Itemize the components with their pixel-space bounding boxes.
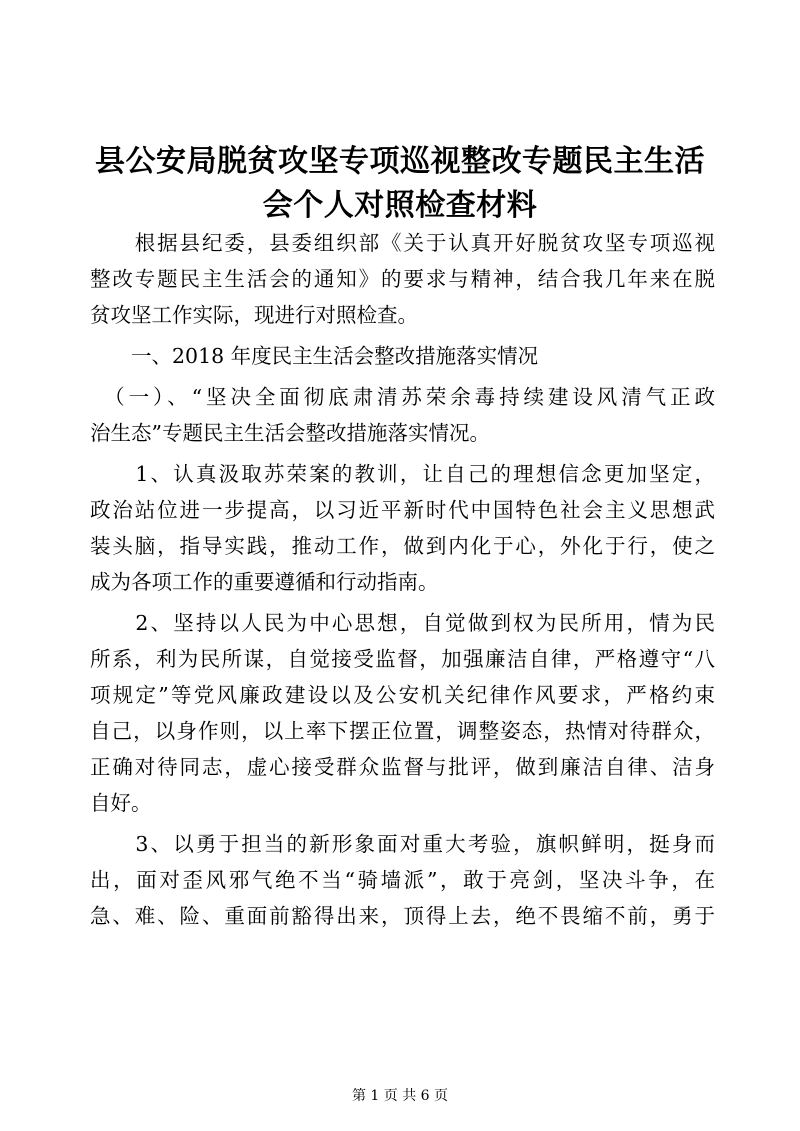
text-line: 3、以勇于担当的新形象面对重大考验，旗帜鲜明，挺身而: [90, 832, 715, 856]
text-line: 项规定”等党风廉政建设以及公安机关纪律作风要求，严格约束: [90, 683, 715, 707]
text-line: 正确对待同志，虚心接受群众监督与批评，做到廉洁自律、洁身: [90, 755, 715, 779]
title-line-2: 会个人对照检查材料: [262, 188, 538, 223]
text-line: 自己，以身作则，以上率下摆正位置，调整姿态，热情对待群众，: [90, 719, 715, 743]
text-line: （一）、“坚决全面彻底肃清苏荣余毒持续建设风清气正政: [90, 385, 715, 409]
paragraph-intro: [90, 225, 715, 333]
text-line: 1、认真汲取苏荣案的教训，让自己的理想信念更加坚定，: [90, 462, 715, 486]
text-line: 整改专题民主生活会的通知》的要求与精神，结合我几年来在脱: [90, 267, 715, 291]
title-line-1: 县公安局脱贫攻坚专项巡视整改专题民主生活: [95, 144, 705, 179]
text-line: 治生态”专题民主生活会整改措施落实情况。: [90, 421, 490, 445]
text-line: 贫攻坚工作实际，现进行对照检查。: [90, 303, 418, 327]
text-line: 政治站位进一步提高，以习近平新时代中国特色社会主义思想武: [90, 498, 715, 522]
document-body: [90, 225, 715, 939]
subsection-heading-1: [90, 379, 715, 451]
text-line: 急、难、险、重面前豁得出来，顶得上去，绝不畏缩不前，勇于: [90, 904, 715, 928]
text-line: 出，面对歪风邪气绝不当“骑墙派”，敢于亮剑，坚决斗争，在: [90, 868, 715, 892]
paragraph-item-3: [90, 826, 715, 934]
document-title: [90, 140, 710, 228]
text-line: 根据县纪委，县委组织部《关于认真开好脱贫攻坚专项巡视: [90, 231, 715, 255]
text-line: 成为各项工作的重要遵循和行动指南。: [90, 570, 439, 594]
text-line: 装头脑，指导实践，推动工作，做到内化于心，外化于行，使之: [90, 534, 715, 558]
paragraph-item-1: [90, 456, 715, 600]
text-line: 一、2018 年度民主生活会整改措施落实情况: [90, 344, 539, 368]
paragraph-item-2: [90, 605, 715, 821]
text-line: 2、坚持以人民为中心思想，自觉做到权为民所用，情为民: [90, 611, 715, 635]
section-heading-1: [90, 338, 715, 374]
text-line: 自好。: [90, 791, 152, 815]
page-footer: 第 1 页 共 6 页: [351, 1088, 449, 1104]
text-line: 所系，利为民所谋，自觉接受监督，加强廉洁自律，严格遵守“八: [90, 647, 715, 671]
